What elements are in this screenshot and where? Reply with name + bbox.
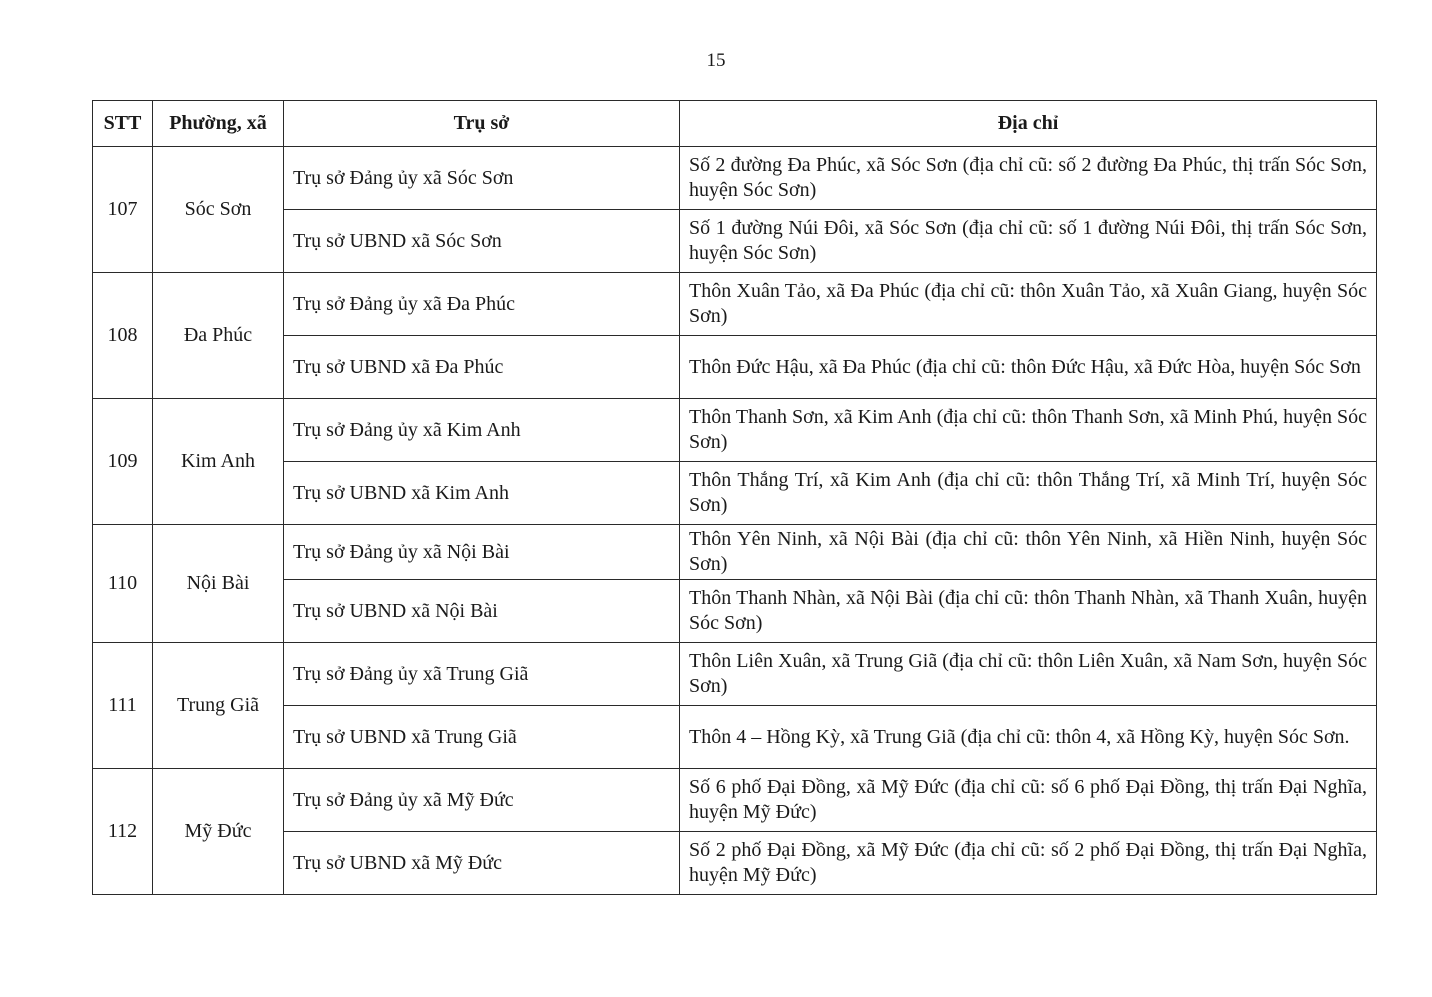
- address-cell: Thôn Liên Xuân, xã Trung Giã (địa chỉ cũ: thôn Liên Xuân, xã Nam Sơn, huyện Sóc Sơn): [680, 643, 1377, 706]
- table-row: [93, 210, 1377, 273]
- table-header-row: [93, 101, 1377, 147]
- table-row: [93, 336, 1377, 399]
- stt-cell: 110: [93, 525, 153, 643]
- stt-cell: 111: [93, 643, 153, 769]
- table-row: [93, 462, 1377, 525]
- headquarters-table: [92, 100, 1377, 895]
- address-cell: Số 2 phố Đại Đồng, xã Mỹ Đức (địa chỉ cũ: số 2 phố Đại Đồng, thị trấn Đại Nghĩa, huyện Mỹ Đức): [680, 832, 1377, 895]
- ward-cell: Nội Bài: [153, 525, 284, 643]
- table-row: [93, 525, 1377, 580]
- header-ward: Phường, xã: [153, 101, 284, 147]
- table-row: [93, 147, 1377, 210]
- table-row: [93, 580, 1377, 643]
- ward-cell: Đa Phúc: [153, 273, 284, 399]
- ward-cell: Mỹ Đức: [153, 769, 284, 895]
- ward-cell: Trung Giã: [153, 643, 284, 769]
- table-row: [93, 706, 1377, 769]
- address-cell: Số 1 đường Núi Đôi, xã Sóc Sơn (địa chỉ cũ: số 1 đường Núi Đôi, thị trấn Sóc Sơn, huyện Sóc Sơn): [680, 210, 1377, 273]
- address-cell: Số 6 phố Đại Đồng, xã Mỹ Đức (địa chỉ cũ: số 6 phố Đại Đồng, thị trấn Đại Nghĩa, huyện Mỹ Đức): [680, 769, 1377, 832]
- address-cell: Thôn Thanh Nhàn, xã Nội Bài (địa chỉ cũ: thôn Thanh Nhàn, xã Thanh Xuân, huyện Sóc Sơn): [680, 580, 1377, 643]
- address-cell: Thôn Yên Ninh, xã Nội Bài (địa chỉ cũ: thôn Yên Ninh, xã Hiền Ninh, huyện Sóc Sơn): [680, 525, 1377, 580]
- table-row: [93, 273, 1377, 336]
- header-stt: STT: [93, 101, 153, 147]
- office-cell: Trụ sở Đảng ủy xã Kim Anh: [284, 399, 680, 462]
- stt-cell: 108: [93, 273, 153, 399]
- page-number: 15: [706, 50, 726, 71]
- office-cell: Trụ sở Đảng ủy xã Đa Phúc: [284, 273, 680, 336]
- table-row: [93, 832, 1377, 895]
- office-cell: Trụ sở UBND xã Sóc Sơn: [284, 210, 680, 273]
- table-row: [93, 769, 1377, 832]
- office-cell: Trụ sở UBND xã Đa Phúc: [284, 336, 680, 399]
- office-cell: Trụ sở Đảng ủy xã Sóc Sơn: [284, 147, 680, 210]
- office-cell: Trụ sở Đảng ủy xã Mỹ Đức: [284, 769, 680, 832]
- stt-cell: 112: [93, 769, 153, 895]
- address-cell: Thôn Thanh Sơn, xã Kim Anh (địa chỉ cũ: thôn Thanh Sơn, xã Minh Phú, huyện Sóc Sơn): [680, 399, 1377, 462]
- address-cell: Thôn Đức Hậu, xã Đa Phúc (địa chỉ cũ: thôn Đức Hậu, xã Đức Hòa, huyện Sóc Sơn: [680, 336, 1377, 399]
- office-cell: Trụ sở UBND xã Trung Giã: [284, 706, 680, 769]
- address-cell: Số 2 đường Đa Phúc, xã Sóc Sơn (địa chỉ cũ: số 2 đường Đa Phúc, thị trấn Sóc Sơn, huyện Sóc Sơn): [680, 147, 1377, 210]
- header-office: Trụ sở: [284, 101, 680, 147]
- stt-cell: 107: [93, 147, 153, 273]
- office-cell: Trụ sở UBND xã Nội Bài: [284, 580, 680, 643]
- ward-cell: Sóc Sơn: [153, 147, 284, 273]
- table-row: [93, 643, 1377, 706]
- stt-cell: 109: [93, 399, 153, 525]
- ward-cell: Kim Anh: [153, 399, 284, 525]
- office-cell: Trụ sở UBND xã Kim Anh: [284, 462, 680, 525]
- address-cell: Thôn Xuân Tảo, xã Đa Phúc (địa chỉ cũ: thôn Xuân Tảo, xã Xuân Giang, huyện Sóc Sơn): [680, 273, 1377, 336]
- office-cell: Trụ sở Đảng ủy xã Nội Bài: [284, 525, 680, 580]
- header-address: Địa chỉ: [680, 101, 1377, 147]
- address-cell: Thôn 4 – Hồng Kỳ, xã Trung Giã (địa chỉ cũ: thôn 4, xã Hồng Kỳ, huyện Sóc Sơn.: [680, 706, 1377, 769]
- office-cell: Trụ sở Đảng ủy xã Trung Giã: [284, 643, 680, 706]
- office-cell: Trụ sở UBND xã Mỹ Đức: [284, 832, 680, 895]
- address-cell: Thôn Thắng Trí, xã Kim Anh (địa chỉ cũ: thôn Thắng Trí, xã Minh Trí, huyện Sóc Sơn): [680, 462, 1377, 525]
- table-row: [93, 399, 1377, 462]
